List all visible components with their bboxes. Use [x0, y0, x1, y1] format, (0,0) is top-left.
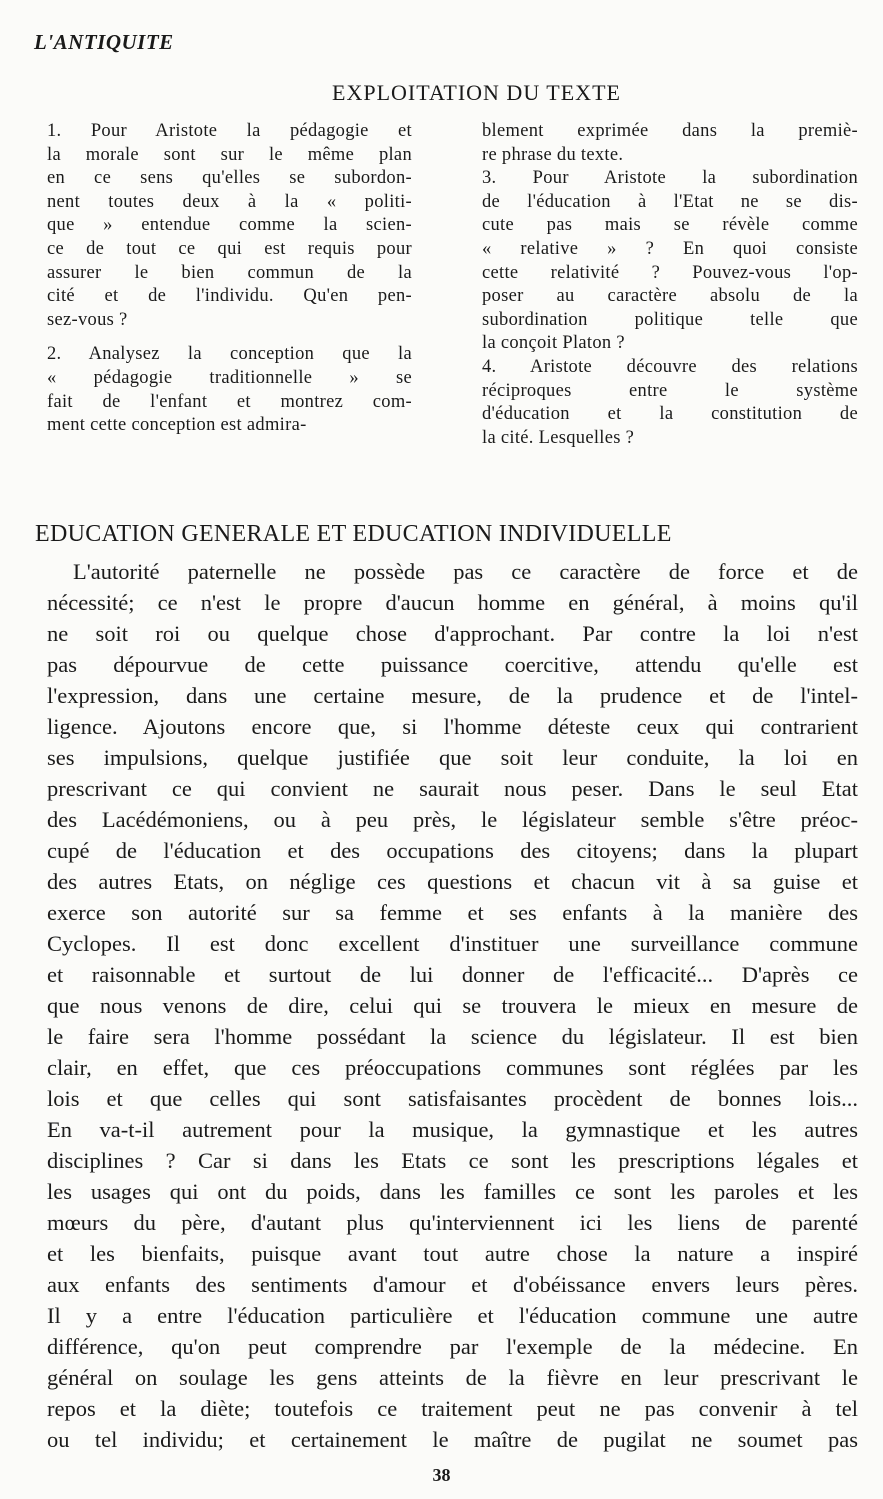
body-line: que nous venons de dire, celui qui se trouvera le mieux en mesure de — [47, 993, 858, 1018]
body-line: mœurs du père, d'autant plus qu'interviennent ici les liens de parenté — [47, 1210, 858, 1235]
body-line: et raisonnable et surtout de lui donner de l'efficacité... D'après ce — [47, 962, 858, 987]
body-line: disciplines ? Car si dans les Etats ce sont les prescriptions légales et — [47, 1148, 858, 1173]
question-line: sez-vous ? — [47, 309, 128, 330]
body-line: prescrivant ce qui convient ne saurait nous peser. Dans le seul Etat — [47, 776, 858, 801]
heading: EDUCATION GENERALE ET EDUCATION INDIVIDUELLE — [35, 521, 672, 547]
body-line: l'expression, dans une certaine mesure, de la prudence et de l'intel- — [47, 683, 858, 708]
body-line: En va-t-il autrement pour la musique, la gymnastique et les autres — [47, 1117, 858, 1142]
question-line: poser au caractère absolu de la — [482, 286, 858, 307]
question-line: re phrase du texte. — [482, 144, 624, 165]
question-line: de l'éducation à l'Etat ne se dis- — [482, 191, 858, 212]
question-line: « relative » ? En quoi consiste — [482, 238, 858, 259]
body-line: Cyclopes. Il est donc excellent d'instituer une surveillance commune — [47, 931, 858, 956]
question-line: blement exprimée dans la premiè- — [482, 121, 858, 141]
question-line: cité et de l'individu. Qu'en pen- — [47, 286, 412, 307]
body-line: clair, en effet, que ces préoccupations communes sont réglées par les — [47, 1055, 858, 1080]
body-line: ligence. Ajoutons encore que, si l'homme déteste ceux qui contrarient — [47, 714, 858, 739]
page-number: 38 — [432, 1465, 451, 1485]
running-header: L'ANTIQUITE — [34, 30, 174, 54]
questions-left-column — [47, 120, 412, 438]
question-line: ce de tout ce qui est requis pour — [47, 238, 412, 259]
body-line: Il y a entre l'éducation particulière et l'éducation commune une autre — [47, 1303, 858, 1328]
body-line: L'autorité paternelle ne possède pas ce caractère de force et de — [73, 559, 858, 584]
body-line: ou tel individu; et certainement le maître de pugilat ne soumet pas — [47, 1427, 858, 1452]
body-line: nécessité; ce n'est le propre d'aucun homme en général, à moins qu'il — [47, 590, 858, 615]
question-line: nent toutes deux à la « politi- — [47, 191, 412, 212]
question-line: 2. Analysez la conception que la — [47, 344, 412, 365]
body-line: lois et que celles qui sont satisfaisantes procèdent de bonnes lois... — [47, 1086, 858, 1111]
paragraph-gap — [47, 332, 412, 343]
question-line: la conçoit Platon ? — [482, 333, 625, 354]
question-line: en ce sens qu'elles se subordon- — [47, 168, 412, 189]
body-text — [47, 556, 858, 1455]
body-line: aux enfants des sentiments d'amour et d'obéissance envers leurs pères. — [47, 1272, 858, 1297]
body-line: le faire sera l'homme possédant la science du législateur. Il est bien — [47, 1024, 858, 1049]
body-line: exerce son autorité sur sa femme et ses enfants à la manière des — [47, 900, 858, 925]
body-line: cupé de l'éducation et des occupations des citoyens; dans la plupart — [47, 838, 858, 863]
question-line: la cité. Lesquelles ? — [482, 427, 635, 448]
body-line: ne soit roi ou quelque chose d'approchant. Par contre la loi n'est — [47, 621, 858, 646]
question-line: 1. Pour Aristote la pédagogie et — [47, 121, 412, 141]
questions-right-column — [482, 120, 858, 450]
body-line: différence, qu'on peut comprendre par l'exemple de la médecine. En — [47, 1334, 858, 1359]
question-line: cute pas mais se révèle comme — [482, 215, 858, 236]
body-line: pas dépourvue de cette puissance coercitive, attendu qu'elle est — [47, 652, 858, 677]
question-line: fait de l'enfant et montrez com- — [47, 391, 412, 412]
question-line: ment cette conception est admira- — [47, 415, 307, 436]
question-line: réciproques entre le système — [482, 380, 858, 401]
question-line: d'éducation et la constitution de — [482, 404, 858, 425]
question-line: la morale sont sur le même plan — [47, 144, 412, 165]
question-line: assurer le bien commun de la — [47, 262, 412, 283]
question-line: cette relativité ? Pouvez-vous l'op- — [482, 262, 858, 283]
question-line: que » entendue comme la scien- — [47, 215, 412, 236]
body-line: des autres Etats, on néglige ces questions et chacun vit à sa guise et — [47, 869, 858, 894]
question-line: 3. Pour Aristote la subordination — [482, 168, 858, 189]
body-line: ses impulsions, quelque justifiée que soit leur conduite, la loi en — [47, 745, 858, 770]
question-line: « pédagogie traditionnelle » se — [47, 367, 412, 388]
body-line: général on soulage les gens atteints de la fièvre en leur prescrivant le — [47, 1365, 858, 1390]
question-line: subordination politique telle que — [482, 309, 858, 330]
question-line: 4. Aristote découvre des relations — [482, 356, 858, 377]
body-line: repos et la diète; toutefois ce traitement peut ne pas convenir à tel — [47, 1396, 858, 1421]
section-title: EXPLOITATION DU TEXTE — [332, 80, 621, 105]
body-line: des Lacédémoniens, ou à peu près, le législateur semble s'être préoc- — [47, 807, 858, 832]
body-line: et les bienfaits, puisque avant tout autre chose la nature a inspiré — [47, 1241, 858, 1266]
body-line: les usages qui ont du poids, dans les familles ce sont les paroles et les — [47, 1179, 858, 1204]
